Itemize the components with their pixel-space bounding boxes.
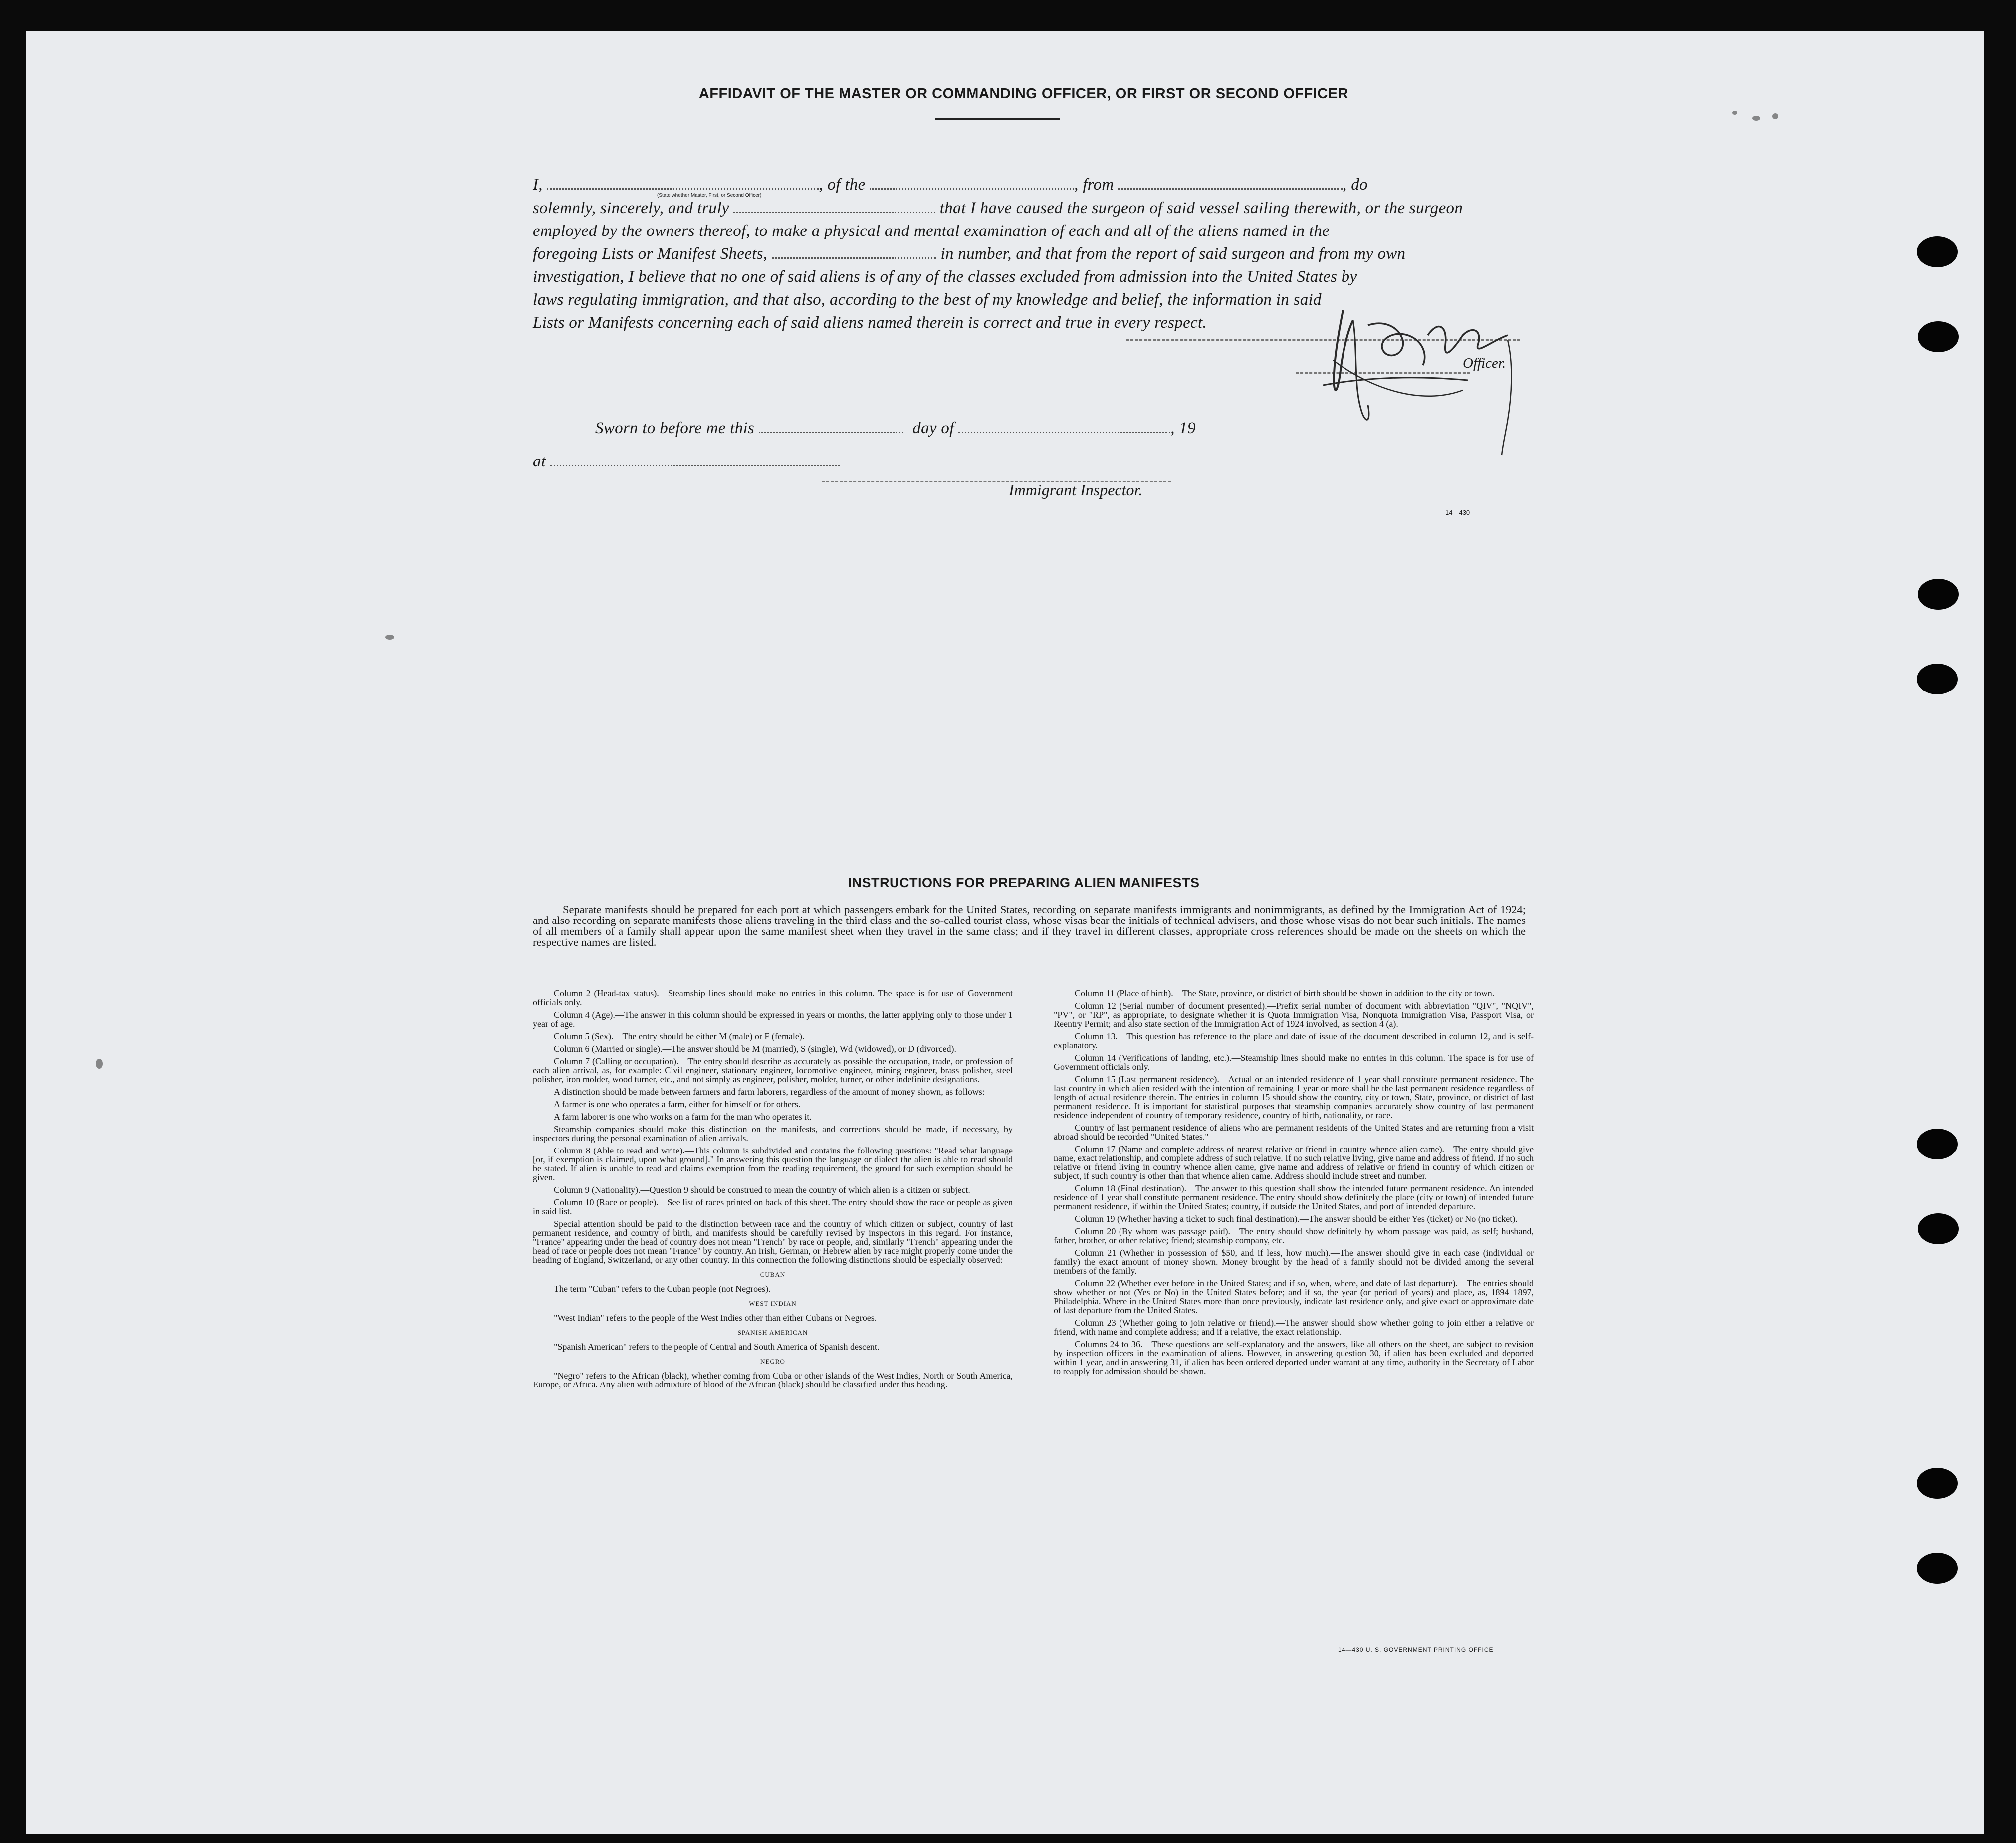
sworn-month-blank[interactable] — [958, 420, 1170, 433]
instruction-text: —Steamship lines should make no entries in this column. The space is for use of Government officials only. — [533, 988, 1013, 1007]
port-blank[interactable] — [1118, 176, 1343, 190]
instruction-paragraph — [533, 989, 1013, 1007]
instruction-paragraph — [1054, 1075, 1534, 1120]
speck — [1752, 116, 1760, 121]
title-underline — [935, 118, 1060, 120]
instruction-text: —The entry should be either M (male) or F (female). — [613, 1031, 805, 1041]
instruction-paragraph — [1054, 989, 1534, 998]
instruction-text: —See list of races printed on back of this sheet. The entry should show the race or people as given in said list. — [533, 1197, 1013, 1216]
instruction-heading: Column 9 (Nationality). — [554, 1185, 641, 1195]
instruction-paragraph — [533, 1057, 1013, 1084]
instruction-paragraph — [1054, 1318, 1534, 1336]
instruction-text: —The entry should show definitely by whom passage was paid, as self; husband, father, brother, or other relative; friend; steamship company, etc. — [1054, 1226, 1534, 1245]
speck — [1772, 113, 1778, 119]
instruction-heading: Column 14 (Verifications of landing, etc.). — [1075, 1053, 1232, 1063]
instruction-paragraph — [1054, 1227, 1534, 1245]
instructions-intro: Separate manifests should be prepared for each port at which passengers embark for the United States, recording on separate manifests immigrants and nonimmigrants, as defined by the Immigration Act of 1924; and also recording on separate manifests those aliens traveling in the third class and the so-called tourist class, whose visas bear the initials of technical advisers, and those whose visas do not bear such initials. The names of all members of a family shall appear upon the same manifest sheet when they travel in the same class; and if they travel in different classes, appropriate cross references should be made on the sheets on which the respective names are listed. — [533, 903, 1526, 948]
race-definition-spanish-american: "Spanish American" refers to the people of Central and South America of Spanish descent. — [554, 1342, 880, 1352]
instruction-text: —The answer to this question shall show the intended future permanent residence. An intended residence of 1 year shall constitute permanent residence. The entry should show definitely the place (city or town) of intended future permanent residence, if within the United States; country, if outside the United States, and port of intended departure. — [1054, 1183, 1534, 1211]
instruction-heading: Column 17 (Name and complete address of nearest relative or friend in country whence alien came). — [1075, 1144, 1445, 1154]
instruction-heading: Column 15 (Last permanent residence). — [1075, 1074, 1219, 1084]
instruction-paragraph — [1054, 1001, 1534, 1028]
instruction-text: —Prefix serial number of document with abbreviation "QIV", "NQIV", "PV", or "RP", as appropriate, to designate whether it is Quota Immigration Visa, Nonquota Immigration Visa, Passport Visa, or Reentry Permit; and also state section of the Immigration Act of 1924 involved, as section 4 (a). — [1054, 1001, 1534, 1029]
instruction-text: Steamship companies should make this distinction on the manifests, and corrections should be made, if necessary, by inspectors during the personal examination of alien arrivals. — [533, 1124, 1013, 1143]
instruction-text: —Actual or an intended residence of 1 year shall constitute permanent residence. The last country in which alien resided with the intention of remaining 1 year or more shall be the last permanent residence regardless of length of actual residence therein. The entries in column 15 should show the country, city or town, State, province, or district of last permanent residence. It is important for statistical purposes that steamship companies accurately show country of last permanent residence independent of country of temporary residence, country of birth, nationality, or race. — [1054, 1074, 1534, 1120]
instruction-paragraph — [533, 1112, 1013, 1121]
instruction-paragraph — [533, 1146, 1013, 1182]
instruction-heading: Columns 24 to 36. — [1075, 1339, 1143, 1349]
instruction-paragraph — [1054, 1053, 1534, 1071]
instruction-text: —This question has reference to the place and date of issue of the document described in column 12, and is self-explanatory. — [1054, 1031, 1534, 1050]
speck — [385, 635, 394, 640]
form-code: 14—430 — [1445, 509, 1470, 516]
instruction-paragraph — [533, 1100, 1013, 1109]
race-heading-cuban: CUBAN — [760, 1271, 786, 1278]
instruction-heading: Column 11 (Place of birth). — [1075, 988, 1173, 998]
race-heading-spanish-american: SPANISH AMERICAN — [737, 1329, 808, 1336]
alien-count-blank[interactable] — [772, 245, 936, 259]
inspector-label: Immigrant Inspector. — [1009, 481, 1143, 499]
instruction-heading: Column 12 (Serial number of document presented). — [1075, 1001, 1267, 1011]
instruction-paragraph — [1054, 1248, 1534, 1275]
punch-hole — [1918, 1213, 1959, 1244]
affidavit-line-3: employed by the owners thereof, to make a physical and mental examination of each and all of the aliens named in the — [533, 222, 1330, 240]
instruction-heading: Column 8 (Able to read and write). — [554, 1146, 685, 1155]
instruction-paragraph — [533, 1185, 1013, 1194]
instruction-text: —Steamship lines should make no entries in this column. The space is for use of Government officials only. — [1054, 1053, 1534, 1072]
instructions-left-column — [533, 989, 1013, 1392]
instruction-heading: Column 22 (Whether ever before in the United States; and if so, when, where, and date of last departure). — [1075, 1278, 1458, 1288]
instructions-title: INSTRUCTIONS FOR PREPARING ALIEN MANIFESTS — [848, 875, 1200, 890]
instruction-paragraph — [533, 1125, 1013, 1143]
punch-hole — [1917, 1468, 1958, 1499]
instruction-paragraph — [1054, 1032, 1534, 1050]
affidavit-line-6: laws regulating immigration, and that also, according to the best of my knowledge and belief, the information in said — [533, 291, 1322, 309]
instruction-heading: Column 18 (Final destination). — [1075, 1183, 1187, 1193]
instruction-text: Country of last permanent residence of aliens who are permanent residents of the United States and are returning from a visit abroad should be recorded "United States." — [1054, 1123, 1534, 1142]
race-heading-west-indian: WEST INDIAN — [749, 1300, 797, 1307]
officer-name-blank[interactable] — [547, 176, 819, 190]
instruction-paragraph — [1054, 1214, 1534, 1223]
instruction-heading: Column 19 (Whether having a ticket to such final destination). — [1075, 1214, 1300, 1224]
instruction-text: A distinction should be made between farmers and farm laborers, regardless of the amount of money shown, as follows: — [554, 1087, 985, 1097]
vessel-name-blank[interactable] — [870, 176, 1074, 190]
instruction-text: —The entries should show whether or not (Yes or No) in the United States before; and if so, the year (or period of years) and place, as, 1894–1897, Philadelphia. Where in the United States more than once previously, indicate last residence only, and give exact or approximate date of last departure from the United States. — [1054, 1278, 1534, 1315]
instruction-text: —The entry should describe as accurately as possible the occupation, trade, or profession of each alien arrival, as, for example: Civil engineer, stationary engineer, locomotive engineer, mining engineer, brass polisher, steel polisher, iron molder, wood turner, etc., and not simply as engineer, polisher, molder, turner, or other indefinite designations. — [533, 1056, 1013, 1084]
affidavit-line-5: investigation, I believe that no one of said aliens is of any of the classes excluded from admission into the United States by — [533, 268, 1357, 286]
instruction-paragraph — [1054, 1123, 1534, 1141]
instruction-text: —The answer in this column should be expressed in years or months, the latter applying only to those under 1 year of age. — [533, 1010, 1013, 1029]
instruction-text: Special attention should be paid to the distinction between race and the country of which citizen or subject, country of last permanent residence, and country of birth, and manifests should be carefully revised by inspectors in this regard. For instance, "France" appearing under the head of country does not mean "French" by race or people, and, similarly "French" appearing under the head of race or people does not mean "France" by country. An Irish, German, or Hebrew alien by race might properly come under the heading of England, Switzerland, or any other country. In this connection the following distinctions should be especially observed: — [533, 1219, 1013, 1265]
punch-hole — [1917, 1553, 1958, 1584]
race-heading-negro: NEGRO — [760, 1358, 785, 1365]
punch-hole — [1917, 236, 1958, 267]
affidavit-line-1: I, , of the , from , do — [533, 176, 1368, 194]
affidavit-line-7: Lists or Manifests concerning each of said aliens named therein is correct and true in every respect. — [533, 314, 1207, 332]
punch-hole — [1917, 1129, 1958, 1159]
sworn-day-blank[interactable] — [759, 420, 903, 433]
punch-hole — [1918, 321, 1959, 352]
manifest-sheet — [26, 31, 1984, 1834]
instruction-text: —The answer should show whether going to join either a relative or friend, with name and complete address; and if a relative, the exact relationship. — [1054, 1318, 1534, 1337]
punch-hole — [1918, 579, 1959, 610]
race-definition-cuban: The term "Cuban" refers to the Cuban people (not Negroes). — [554, 1284, 771, 1294]
race-definition-negro: "Negro" refers to the African (black), whether coming from Cuba or other islands of the West Indies, North or South America, Europe, or Africa. Any alien with admixture of blood of the African (black) should be classified under this heading. — [533, 1371, 1013, 1389]
instructions-right-column — [1054, 989, 1534, 1379]
instruction-paragraph — [533, 1198, 1013, 1216]
instruction-paragraph — [1054, 1340, 1534, 1376]
affidavit-line-4: foregoing Lists or Manifest Sheets, in number, and that from the report of said surgeon and from my own — [533, 245, 1406, 263]
instruction-text: A farmer is one who operates a farm, either for himself or for others. — [554, 1099, 801, 1109]
officer-rank-hint: (State whether Master, First, or Second Officer) — [657, 193, 762, 198]
affidavit-line-2: solemnly, sincerely, and truly that I have caused the surgeon of said vessel sailing therewith, or the surgeon — [533, 199, 1463, 217]
sworn-place-blank[interactable] — [550, 453, 840, 466]
instruction-text: —The entry should give name, exact relationship, and complete address of such relative. If no such relative living, give name and address of friend. If no such relative or friend living in country whence alien came, give name and address of relative or friend in country of which citizen or subject, if such country is other than that whence alien came. Address should include street and number. — [1054, 1144, 1534, 1181]
instruction-paragraph — [533, 1044, 1013, 1053]
instruction-heading: Column 20 (By whom was passage paid). — [1075, 1226, 1231, 1236]
instruction-paragraph — [533, 1087, 1013, 1096]
instruction-text: —The answer should be either Yes (ticket) or No (no ticket). — [1299, 1214, 1518, 1224]
instruction-heading: Column 6 (Married or single). — [554, 1044, 663, 1054]
instruction-paragraph — [533, 1010, 1013, 1028]
instruction-text: —The answer should give in each case (individual or family) the exact amount of money shown. Money brought by the head of a family should not be divided among the several members of the family. — [1054, 1248, 1534, 1276]
instruction-text: —The answer should be M (married), S (single), Wd (widowed), or D (divorced). — [662, 1044, 956, 1054]
instruction-heading: Column 13. — [1075, 1031, 1118, 1041]
instruction-paragraph — [1054, 1279, 1534, 1315]
race-definition-west-indian: "West Indian" refers to the people of the West Indies other than either Cubans or Negroes. — [554, 1313, 877, 1323]
instruction-text: A farm laborer is one who works on a farm for the man who operates it. — [554, 1112, 812, 1122]
instruction-text: —This column is subdivided and contains the following questions: "Read what language [or, if exemption is claimed, upon what ground]." In answering this question the language or dialect the alien is able to read should be stated. If alien is unable to read and claims exemption from the reading requirement, the ground for such exemption should be given. — [533, 1146, 1013, 1182]
speck — [96, 1059, 103, 1069]
instruction-heading: Column 5 (Sex). — [554, 1031, 614, 1041]
instruction-heading: Column 10 (Race or people). — [554, 1197, 659, 1207]
sworn-line: Sworn to before me this day of , 19 — [595, 419, 1196, 437]
sworn-at-line: at — [533, 450, 1526, 473]
speck — [1732, 111, 1737, 115]
instruction-text: —Question 9 should be construed to mean the country of which alien is a citizen or subject. — [640, 1185, 970, 1195]
instruction-text: —The State, province, or district of birth should be shown in addition to the city or town. — [1173, 988, 1495, 998]
instruction-heading: Column 21 (Whether in possession of $50, and if less, how much). — [1075, 1248, 1331, 1258]
instruction-paragraph — [533, 1219, 1013, 1264]
instruction-text: —These questions are self-explanatory and the answers, like all others on the sheet, are subject to revision by inspection officers in the examination of aliens. However, in answering question 30, if alien has been excluded and deported within 1 year, and in answering 31, if alien has been ordered deported under warrant at any time, authority in the Secretary of Labor to reapply for admission should be shown. — [1054, 1339, 1534, 1376]
instruction-paragraph — [533, 1032, 1013, 1041]
instruction-heading: Column 7 (Calling or occupation). — [554, 1056, 679, 1066]
affidavit-title: AFFIDAVIT OF THE MASTER OR COMMANDING OFFICER, OR FIRST OR SECOND OFFICER — [698, 86, 1349, 102]
instruction-paragraph — [1054, 1145, 1534, 1180]
instruction-heading: Column 4 (Age). — [554, 1010, 615, 1020]
instruction-heading: Column 2 (Head-tax status). — [554, 988, 659, 998]
punch-hole — [1917, 664, 1958, 694]
officer-label: Officer. — [1463, 355, 1506, 371]
instruction-paragraph — [1054, 1184, 1534, 1211]
instruction-heading: Column 23 (Whether going to join relative or friend). — [1075, 1318, 1276, 1328]
printing-office-code: 14—430 U. S. GOVERNMENT PRINTING OFFICE — [1338, 1646, 1494, 1653]
